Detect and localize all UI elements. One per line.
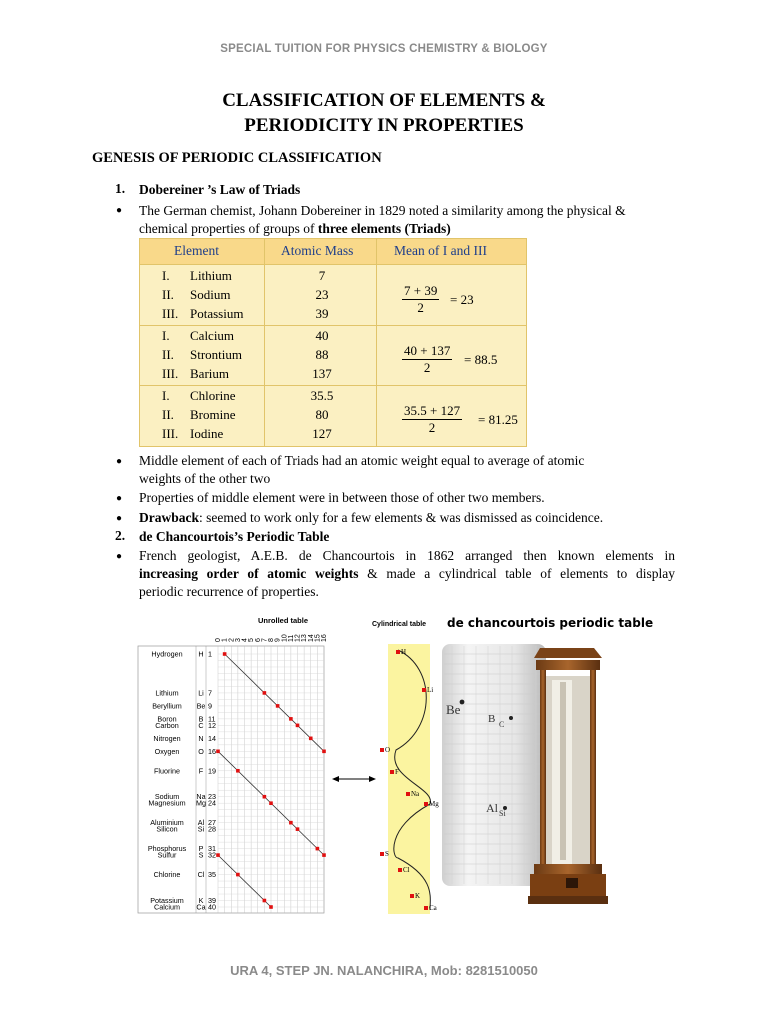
- cylinder-point: [390, 770, 394, 774]
- cylinder-label: F: [395, 768, 399, 776]
- element-mass: 23: [208, 792, 216, 802]
- element-name: Boron: [157, 714, 177, 724]
- element-mass: 28: [208, 824, 216, 834]
- element-symbol: Ca: [196, 902, 206, 912]
- drawback-label: Drawback: [139, 510, 199, 525]
- element-name: Hydrogen: [151, 649, 183, 659]
- cylinder-photo: [442, 644, 546, 886]
- triad-element-name: Calcium: [190, 328, 235, 343]
- cylinder-point: [380, 748, 384, 752]
- triad-mean-result: = 88.5: [464, 352, 498, 367]
- element-name: Oxygen: [154, 746, 180, 756]
- cylinder-label: Cl: [403, 866, 410, 874]
- cylinder-label: Li: [427, 686, 434, 694]
- figure-title: de chancourtois periodic table: [447, 616, 654, 630]
- triad-element-name: Chlorine: [190, 388, 236, 403]
- triad-atomic-mass: 23: [315, 287, 329, 302]
- chancourtois-figure: [136, 608, 636, 918]
- element-point: [263, 691, 267, 695]
- triad-element-name: Bromine: [190, 407, 236, 422]
- element-name: Calcium: [154, 902, 180, 912]
- triad-element-name: Potassium: [190, 306, 244, 321]
- bullet-1-bold: three elements (Triads): [317, 221, 451, 236]
- triad-roman: III.: [162, 426, 179, 441]
- triad-mean-fraction: [402, 283, 439, 316]
- cylinder-label: Mg: [429, 800, 439, 808]
- header-atomic-mass: Atomic Mass: [281, 243, 354, 258]
- element-symbol: K: [198, 896, 204, 906]
- bullet-4: [139, 509, 675, 527]
- group-divider: [140, 385, 526, 386]
- fraction-numerator: 35.5 + 127: [404, 403, 461, 418]
- element-point: [263, 795, 267, 799]
- cylindrical-table-label: Cylindrical table: [372, 621, 427, 628]
- element-name: Lithium: [155, 688, 179, 698]
- column-number: 12: [294, 634, 302, 642]
- triad-element-name: Sodium: [190, 287, 231, 302]
- element-name: Aluminium: [150, 818, 184, 828]
- triad-atomic-mass: 7: [318, 268, 326, 283]
- column-number: 1: [221, 638, 229, 642]
- triad-element-name: Strontium: [190, 347, 243, 362]
- element-mass: 32: [208, 850, 216, 860]
- item-1-title: Dobereiner ’s Law of Triads: [139, 182, 301, 197]
- element-mass: 39: [208, 896, 216, 906]
- cylinder-label: H: [401, 648, 407, 656]
- element-symbol: N: [198, 733, 204, 743]
- triad-roman: I.: [162, 388, 170, 403]
- element-mass: 35: [208, 870, 216, 880]
- triad-element-name: Iodine: [190, 426, 224, 441]
- triad-roman: I.: [162, 328, 170, 343]
- element-symbol: Cl: [197, 870, 205, 880]
- cylinder-point: [410, 894, 414, 898]
- column-number: 15: [314, 634, 322, 642]
- element-name: Chlorine: [153, 870, 181, 880]
- element-name: Silicon: [156, 824, 178, 834]
- cylinder-photo-label: B: [488, 713, 496, 725]
- element-name: Sodium: [154, 792, 180, 802]
- fraction-denominator: 2: [423, 360, 431, 375]
- element-point: [316, 847, 320, 851]
- cylinder-label: O: [385, 746, 391, 754]
- column-number: 4: [241, 638, 249, 642]
- element-mass: 40: [208, 902, 216, 912]
- element-name: Beryllium: [152, 701, 182, 711]
- bullet-5-line-2: [139, 565, 675, 583]
- element-symbol: H: [198, 649, 204, 659]
- element-point: [276, 704, 280, 708]
- bullet-5-text: & made a cylindrical table of elements to display: [358, 566, 675, 581]
- element-symbol: Li: [198, 688, 204, 698]
- triad-roman: II.: [162, 347, 174, 362]
- column-numbers: [215, 634, 328, 642]
- page-header: SPECIAL TUITION FOR PHYSICS CHEMISTRY & BIOLOGY: [220, 43, 548, 55]
- column-number: 6: [254, 638, 262, 642]
- triad-element-name: Barium: [190, 366, 229, 381]
- element-point: [269, 905, 273, 909]
- element-point: [236, 769, 240, 773]
- bullet-5: [139, 547, 675, 601]
- element-point: [289, 717, 293, 721]
- element-symbol: B: [198, 714, 204, 724]
- element-symbol: Na: [196, 792, 206, 802]
- group-divider: [140, 325, 526, 326]
- element-mass: 27: [208, 818, 216, 828]
- element-point: [296, 827, 300, 831]
- bullet-1-line-2: [139, 220, 675, 238]
- column-number: 13: [301, 634, 309, 642]
- column-divider: [264, 239, 265, 446]
- triad-roman: III.: [162, 366, 179, 381]
- column-number: 11: [287, 634, 295, 642]
- element-symbol: S: [198, 850, 204, 860]
- bullet-5-line-3: periodic recurrence of properties.: [139, 584, 319, 599]
- bullet-1-line-1: The German chemist, Johann Dobereiner in 1829 noted a similarity among the physical &: [139, 203, 626, 218]
- drawback-text: : seemed to work only for a few elements & was dismissed as coincidence.: [199, 510, 604, 525]
- bullet-5-line-1: French geologist, A.E.B. de Chancourtois in 1862 arranged then known elements in: [139, 548, 675, 563]
- cylinder-photo-label: Be: [446, 702, 461, 717]
- triad-atomic-mass: 127: [312, 426, 332, 441]
- element-point: [289, 821, 293, 825]
- title-line-1: CLASSIFICATION OF ELEMENTS &: [222, 90, 546, 111]
- element-mass: 12: [208, 720, 216, 730]
- cylinder-point: [424, 802, 428, 806]
- cylinder-point: [422, 688, 426, 692]
- wooden-instrument-photo: [528, 648, 608, 904]
- double-arrow-icon: [332, 776, 376, 782]
- element-mass: 7: [208, 688, 212, 698]
- fraction-denominator: 2: [428, 420, 436, 435]
- cylinder-label: S: [385, 850, 389, 858]
- cylinder-dot: [509, 716, 513, 720]
- bullet-icon: ●: [116, 205, 123, 216]
- bullet-2-line-2: weights of the other two: [139, 471, 271, 486]
- column-number: 3: [234, 638, 242, 642]
- element-symbol: Mg: [196, 798, 206, 808]
- bullet-icon: ●: [116, 551, 123, 562]
- fraction-numerator: 40 + 137: [404, 343, 451, 358]
- triad-roman: I.: [162, 268, 170, 283]
- triad-element-name: Lithium: [190, 268, 232, 283]
- bullet-icon: ●: [116, 456, 123, 467]
- element-symbol: Si: [197, 824, 205, 834]
- triad-roman: II.: [162, 287, 174, 302]
- cylinder-label: Na: [411, 790, 420, 798]
- element-mass: 24: [208, 798, 216, 808]
- element-point: [296, 724, 300, 728]
- column-number: 9: [274, 638, 282, 642]
- cylinder-label: K: [415, 892, 421, 900]
- element-point: [216, 750, 220, 754]
- element-point: [223, 652, 227, 656]
- element-mass: 19: [208, 766, 216, 776]
- column-number: 14: [307, 634, 315, 642]
- element-symbol: O: [198, 746, 204, 756]
- column-number: 0: [215, 638, 222, 642]
- element-mass: 16: [208, 746, 216, 756]
- element-symbol: Al: [197, 818, 205, 828]
- cylinder-photo-label: Al: [486, 801, 498, 815]
- element-name: Phosphorus: [147, 844, 187, 854]
- fraction-numerator: 7 + 39: [404, 283, 438, 298]
- cylinder-photo-label: Si: [499, 809, 506, 818]
- triads-table-header: [140, 239, 526, 265]
- cylinder-label: Ca: [429, 904, 437, 912]
- column-number: 2: [228, 638, 236, 642]
- unrolled-table-label: Unrolled table: [258, 616, 309, 625]
- element-point: [322, 853, 326, 857]
- triad-atomic-mass: 137: [312, 366, 332, 381]
- bullet-5-bold: increasing order of atomic weights: [139, 566, 359, 581]
- cylinder-point: [398, 868, 402, 872]
- triad-roman: III.: [162, 306, 179, 321]
- cylinder-point: [424, 906, 428, 910]
- item-2-title: de Chancourtois’s Periodic Table: [139, 529, 330, 544]
- triad-atomic-mass: 40: [315, 328, 329, 343]
- bullet-2: [139, 452, 675, 488]
- element-mass: 31: [208, 844, 216, 854]
- element-point: [216, 853, 220, 857]
- cylinder-point: [396, 650, 400, 654]
- column-number: 8: [268, 638, 275, 642]
- element-name: Nitrogen: [153, 733, 181, 743]
- element-point: [269, 801, 273, 805]
- bullet-1-text: chemical properties of groups of: [139, 221, 318, 236]
- element-name: Magnesium: [148, 798, 186, 808]
- bullet-icon: ●: [116, 493, 123, 504]
- item-1-number: 1.: [115, 181, 126, 196]
- fraction-denominator: 2: [417, 300, 424, 315]
- triads-table: [139, 238, 527, 447]
- header-mean: Mean of I and III: [394, 243, 487, 258]
- triad-mean-fraction: [402, 343, 452, 376]
- cylinder-photo-label: C: [499, 720, 505, 729]
- page-footer: URA 4, STEP JN. NALANCHIRA, Mob: 8281510050: [230, 963, 538, 978]
- element-symbol: C: [198, 720, 204, 730]
- cylinder-point: [406, 792, 410, 796]
- bullet-2-line-1: Middle element of each of Triads had an atomic weight equal to average of atomic: [139, 453, 585, 468]
- element-mass: 14: [208, 733, 216, 743]
- triad-atomic-mass: 39: [315, 306, 329, 321]
- element-point: [236, 873, 240, 877]
- column-number: 5: [248, 638, 256, 642]
- column-number: 16: [321, 634, 328, 642]
- element-mass: 11: [208, 714, 216, 724]
- element-mass: 9: [208, 701, 212, 711]
- triad-mean-result: = 81.25: [478, 412, 518, 427]
- triad-atomic-mass: 80: [315, 407, 329, 422]
- element-symbol: P: [198, 844, 204, 854]
- column-number: 7: [261, 638, 269, 642]
- element-symbol: Be: [196, 701, 206, 711]
- triad-atomic-mass: 35.5: [310, 388, 334, 403]
- title-line-2: PERIODICITY IN PROPERTIES: [244, 115, 524, 136]
- bullet-3: Properties of middle element were in between those of other two members.: [139, 490, 545, 505]
- element-point: [322, 750, 326, 754]
- bullet-1: [139, 202, 675, 238]
- element-symbol: F: [198, 766, 204, 776]
- triad-mean-result: = 23: [450, 292, 474, 307]
- section-heading: GENESIS OF PERIODIC CLASSIFICATION: [92, 150, 382, 166]
- element-mass: 1: [208, 649, 212, 659]
- element-point: [309, 737, 313, 741]
- element-point: [263, 899, 267, 903]
- item-2-number: 2.: [115, 528, 126, 543]
- triad-mean-fraction: [402, 403, 462, 436]
- page-title: [0, 88, 768, 138]
- cylinder-point: [380, 852, 384, 856]
- element-name: Carbon: [155, 720, 179, 730]
- triad-atomic-mass: 88: [315, 347, 329, 362]
- element-name: Fluorine: [154, 766, 180, 776]
- element-name: Potassium: [150, 896, 184, 906]
- element-name: Sulfur: [157, 850, 177, 860]
- triad-roman: II.: [162, 407, 174, 422]
- header-element: Element: [174, 243, 219, 258]
- column-divider: [376, 239, 377, 446]
- column-number: 10: [281, 634, 289, 642]
- bullet-icon: ●: [116, 513, 123, 524]
